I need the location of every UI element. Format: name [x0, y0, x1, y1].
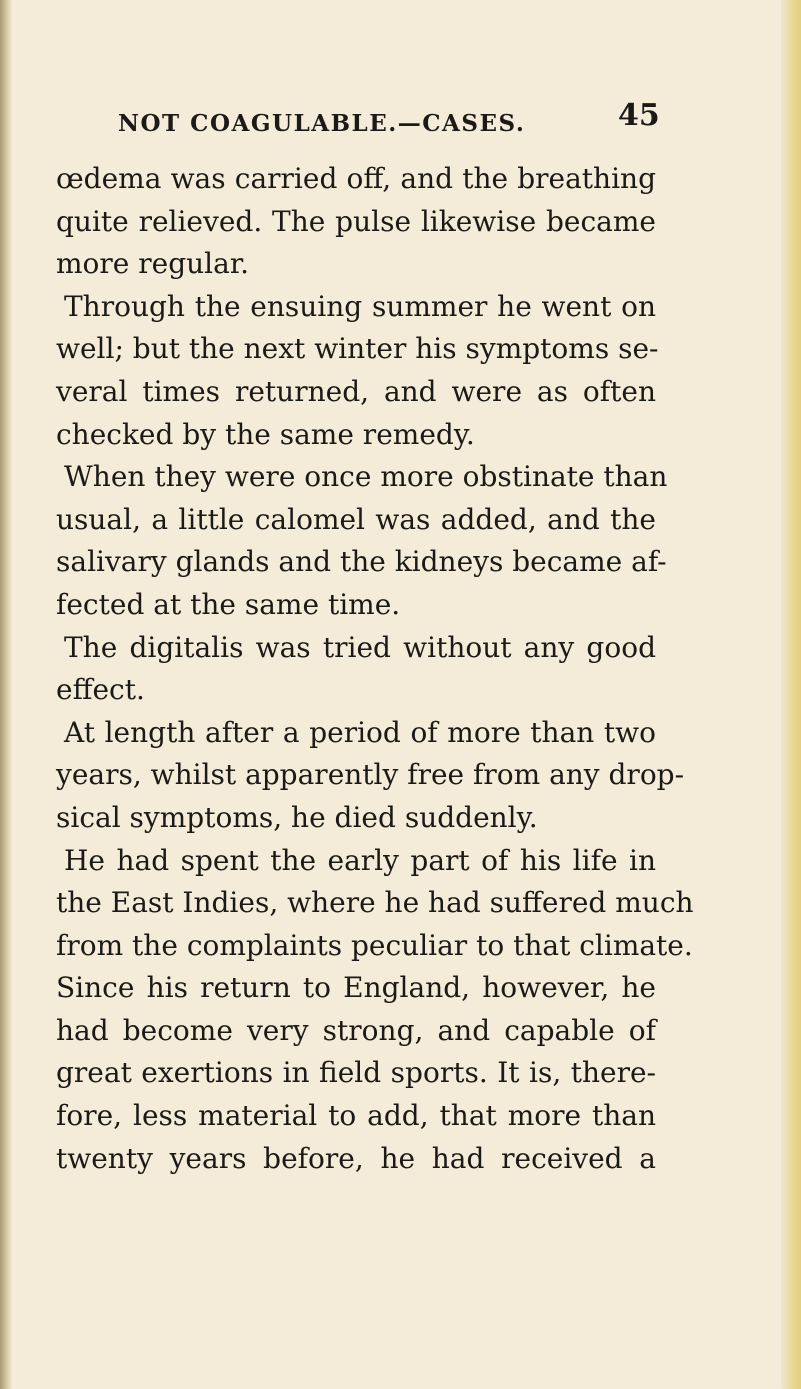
text-line: the East Indies, where he had suffered much	[56, 886, 694, 920]
text-line: fected at the same time.	[56, 587, 401, 621]
body-text	[56, 158, 694, 1180]
running-head-title: NOT COAGULABLE.—CASES.	[118, 110, 526, 137]
text-line: fore, less material to add, that more than	[56, 1099, 656, 1133]
text-line: When they were once more obstinate than	[64, 460, 668, 494]
text-line: twenty years before, he had received a	[56, 1141, 656, 1175]
page-left-edge	[0, 0, 12, 1389]
text-line: salivary glands and the kidneys became af-	[56, 545, 667, 579]
text-line: veral times returned, and were as often	[56, 374, 656, 408]
text-line: well; but the next winter his symptoms se-	[56, 332, 659, 366]
text-line: sical symptoms, he died suddenly.	[56, 800, 538, 834]
text-line: great exertions in field sports. It is, there-	[56, 1056, 656, 1090]
running-head	[118, 98, 678, 142]
text-line: checked by the same remedy.	[56, 417, 475, 451]
text-line: from the complaints peculiar to that climate.	[56, 928, 693, 962]
text-line: Through the ensuing summer he went on	[64, 289, 656, 323]
text-line: At length after a period of more than two	[64, 715, 656, 749]
text-line: usual, a little calomel was added, and the	[56, 502, 656, 536]
text-line: œdema was carried off, and the breathing	[56, 162, 656, 195]
text-line: quite relieved. The pulse likewise became	[56, 204, 656, 238]
page-right-edge	[781, 0, 801, 1389]
page-number: 45	[618, 98, 660, 133]
text-line: He had spent the early part of his life in	[64, 843, 656, 877]
text-line: The digitalis was tried without any good	[64, 630, 656, 664]
text-line: Since his return to England, however, he	[56, 971, 656, 1005]
text-line: years, whilst apparently free from any drop-	[56, 758, 685, 792]
text-line: had become very strong, and capable of	[56, 1013, 656, 1047]
text-line: effect.	[56, 673, 145, 707]
text-line: more regular.	[56, 247, 250, 281]
